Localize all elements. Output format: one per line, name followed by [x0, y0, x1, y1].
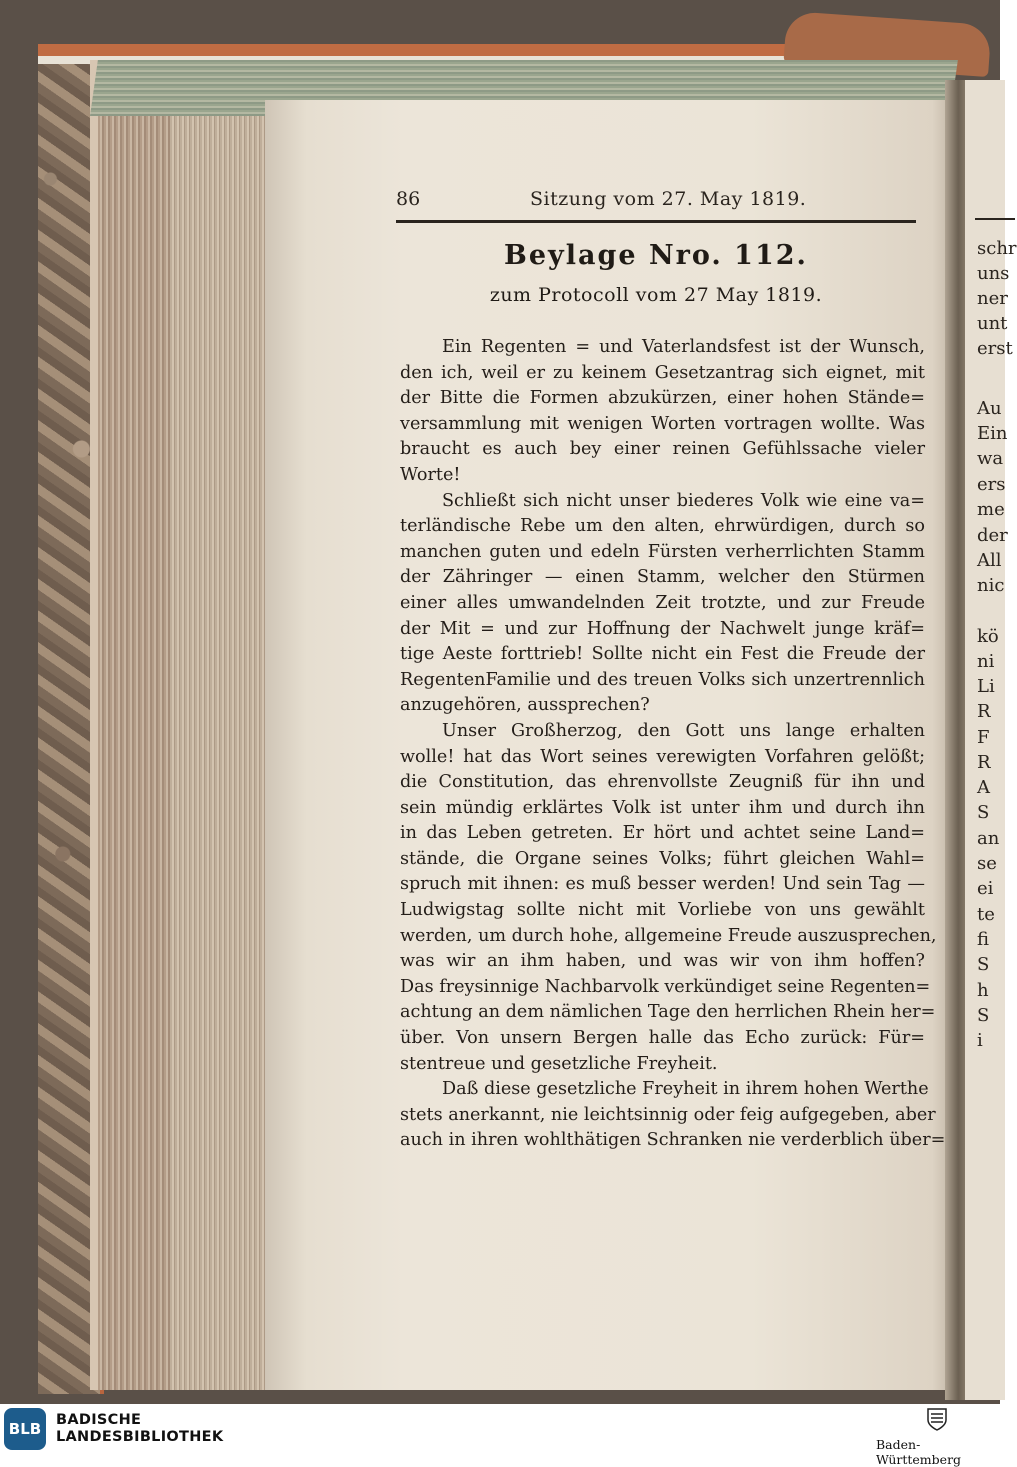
page-edges-inner	[170, 90, 280, 1390]
text-line: Daß diese gesetzliche Freyheit in ihrem hohen Werthe	[442, 1079, 929, 1100]
right-page-text-fragment: R	[977, 701, 991, 722]
library-name	[56, 1412, 223, 1446]
right-page-text-fragment: nic	[977, 575, 1005, 596]
right-page-text-fragment: ers	[977, 474, 1006, 495]
state-crest-icon	[926, 1406, 948, 1432]
right-page-text-fragment: A	[977, 777, 990, 798]
text-line: Das freysinnige Nachbarvolk verkündiget seine Regenten=	[400, 976, 931, 997]
right-page-text-fragment: i	[977, 1030, 983, 1051]
text-line: wolle! hat das Wort seines verewigten Vorfahren gelößt;	[400, 746, 925, 767]
right-page-text-fragment: wa	[977, 448, 1004, 469]
footer-bar	[0, 1404, 1000, 1467]
right-page-rule	[975, 218, 1015, 220]
text-line: Ein Regenten = und Vaterlandsfest ist der Wunsch,	[442, 337, 925, 357]
text-line: Worte!	[400, 464, 461, 485]
text-line: den ich, weil er zu keinem Gesetzantrag sich eignet, mit	[400, 362, 925, 383]
right-page-text-fragment: me	[977, 499, 1005, 520]
text-line: versammlung mit wenigen Worten vortragen wollte. Was	[400, 413, 925, 434]
right-page-text-fragment: Au	[977, 398, 1002, 419]
right-page-text-fragment: h	[977, 980, 989, 1001]
text-line: stentreue und gesetzliche Freyheit.	[400, 1053, 718, 1074]
library-name-line1: BADISCHE	[56, 1412, 142, 1428]
text-line: der Bitte die Formen abzukürzen, einer hohen Stände=	[400, 388, 925, 409]
right-page-text-fragment: Ein	[977, 423, 1008, 444]
text-line: RegentenFamilie und des treuen Volks sich unzertrennlich	[400, 669, 925, 690]
text-line: stets anerkannt, nie leichtsinnig oder feig aufgegeben, aber	[400, 1104, 936, 1125]
right-page-text-fragment: fi	[977, 929, 990, 950]
right-page-text-fragment: F	[977, 727, 990, 748]
right-page-text-fragment: ner	[977, 288, 1008, 309]
text-line: die Constitution, das ehrenvollste Zeugniß für ihn und	[400, 772, 925, 793]
right-page-text-fragment: All	[977, 550, 1002, 571]
right-page-text-fragment: S	[977, 802, 990, 823]
right-page-text-fragment: S	[977, 954, 990, 975]
right-page-text-fragment: uns	[977, 263, 1010, 284]
right-page-text-fragment: erst	[977, 338, 1013, 359]
header-rule	[396, 220, 916, 223]
right-page-text-fragment: te	[977, 904, 995, 925]
text-line: Ludwigstag sollte nicht mit Vorliebe von uns gewählt	[400, 900, 925, 921]
text-line: in das Leben getreten. Er hört und achtet seine Land=	[400, 823, 925, 844]
right-page-fragment	[965, 80, 1017, 1400]
state-name: Baden-Württemberg	[876, 1437, 962, 1467]
text-line: Unser Großherzog, den Gott uns lange erhalten	[442, 720, 925, 741]
right-page-text-fragment: ei	[977, 878, 994, 899]
right-page-text-fragment: R	[977, 752, 991, 773]
text-line: spruch mit ihnen: es muß besser werden! Und sein Tag —	[400, 874, 925, 895]
right-page-text-fragment: schr	[977, 238, 1017, 259]
text-line: der Zähringer — einen Stamm, welcher den Stürmen	[400, 567, 925, 588]
library-name-line2: LANDESBIBLIOTHEK	[56, 1429, 224, 1445]
text-line: achtung an dem nämlichen Tage den herrlichen Rhein her=	[400, 1002, 936, 1023]
right-page-text-fragment: ni	[977, 651, 995, 672]
text-line: manchen guten und edeln Fürsten verherrlichten Stamm	[400, 541, 925, 562]
blb-logo: BLB	[4, 1408, 46, 1450]
text-line: einer alles umwandelnden Zeit trotzte, und zur Freude	[400, 592, 925, 613]
document-title: Beylage Nro. 112.	[504, 240, 808, 271]
right-page-text-fragment: S	[977, 1005, 990, 1026]
text-line: anzugehören, aussprechen?	[400, 695, 650, 716]
text-line: werden, um durch hohe, allgemeine Freude auszusprechen,	[400, 925, 937, 946]
right-page-text-fragment: Li	[977, 676, 995, 697]
text-line: stände, die Organe seines Volks; führt gleichen Wahl=	[400, 848, 925, 869]
text-line: auch in ihren wohlthätigen Schranken nie verderblich über=	[400, 1130, 946, 1151]
text-line: terländische Rebe um den alten, ehrwürdigen, durch so	[400, 516, 925, 537]
running-head	[396, 188, 916, 218]
right-page-text-fragment: an	[977, 828, 1000, 849]
text-line: Schließt sich nicht unser biederes Volk wie eine va=	[442, 490, 925, 511]
book-gutter	[945, 80, 967, 1400]
right-page-text-fragment: unt	[977, 313, 1008, 334]
page-number: 86	[396, 188, 421, 210]
running-title: Sitzung vom 27. May 1819.	[530, 188, 807, 210]
text-line: tige Aeste forttrieb! Sollte nicht ein Fest die Freude der	[400, 644, 925, 665]
text-line: der Mit = und zur Hoffnung der Nachwelt junge kräf=	[400, 618, 925, 639]
text-line: braucht es auch bey einer reinen Gefühlssache vieler	[400, 439, 925, 460]
text-line: sein mündig erklärtes Volk ist unter ihm und durch ihn	[400, 797, 925, 818]
right-page-text-fragment: der	[977, 525, 1008, 546]
right-page-text-fragment: kö	[977, 626, 999, 647]
document-subtitle: zum Protocoll vom 27 May 1819.	[489, 284, 823, 306]
body-text	[400, 335, 946, 1154]
right-page-text-fragment: se	[977, 853, 997, 874]
text-line: über. Von unsern Bergen halle das Echo zurück: Für=	[400, 1028, 925, 1049]
text-line: was wir an ihm haben, und was wir von ihm hoffen?	[400, 951, 925, 972]
